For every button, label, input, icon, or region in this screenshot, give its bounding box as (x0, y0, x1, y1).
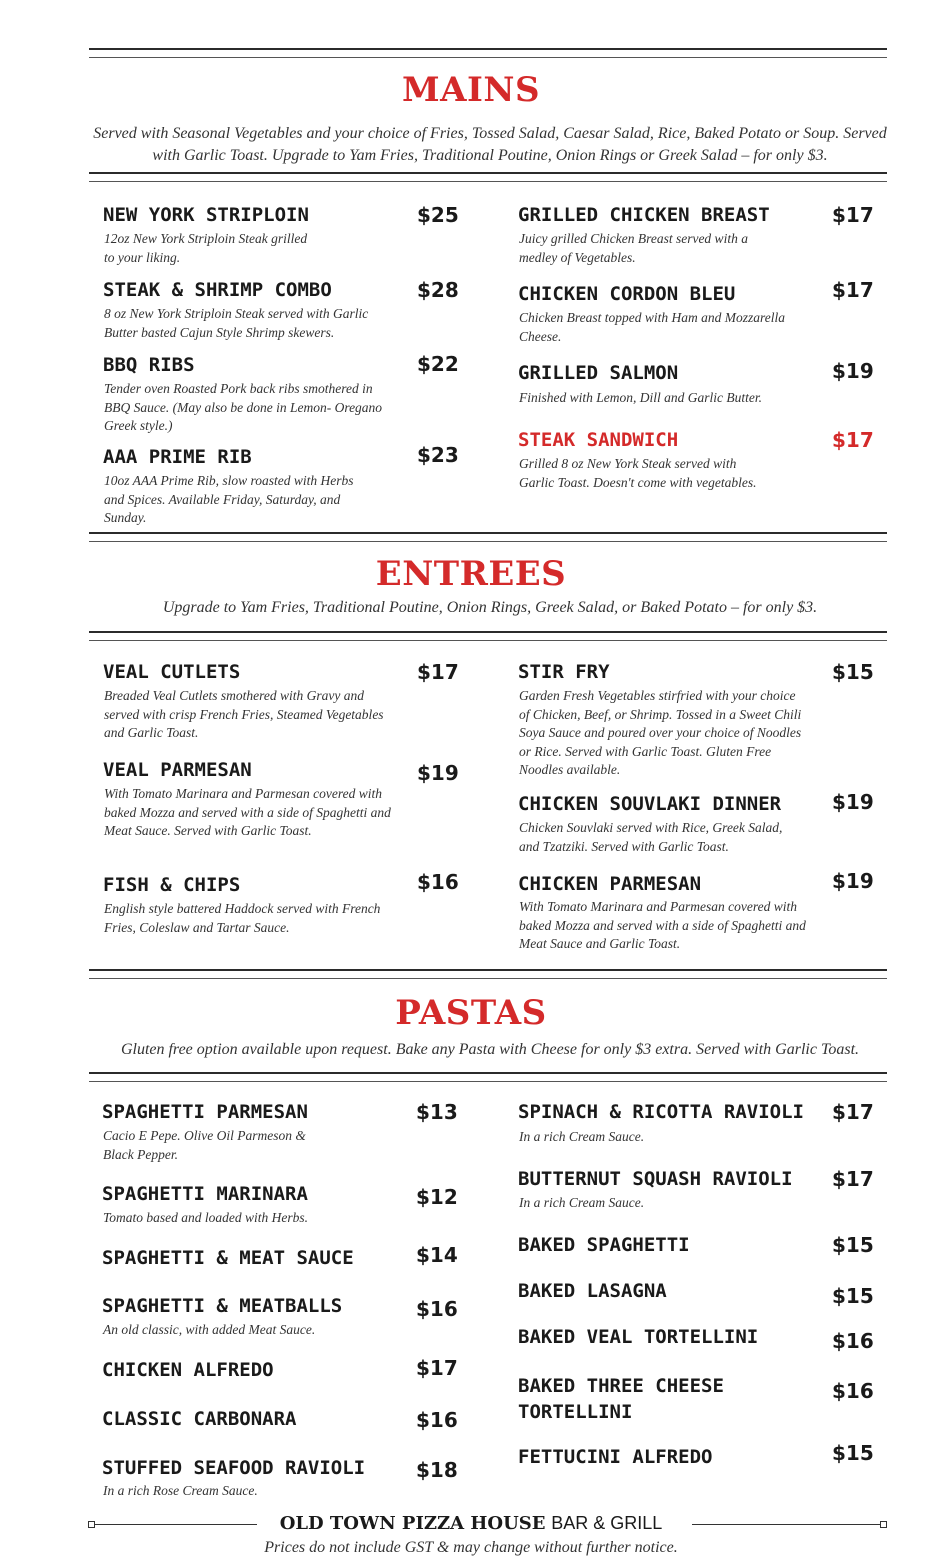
menu-item-name-featured: STEAK SANDWICH (518, 429, 679, 451)
brand-name: OLD TOWN PIZZA HOUSE (279, 1513, 546, 1534)
menu-item-price-featured: $17 (832, 428, 874, 452)
pastas-rule (89, 1072, 887, 1074)
mains-rule (89, 172, 887, 174)
menu-item-price: $17 (417, 660, 459, 684)
menu-item-desc: Garden Fresh Vegetables stirfried with your choice of Chicken, Beef, or Shrimp. Tossed in a Sweet Chili Soya Sauce and poured over your choice of Noodles or Rice. Served with Garlic Toast. Gluten Free Noodles available. (519, 688, 802, 777)
menu-item-price: $14 (416, 1243, 458, 1267)
menu-item-price: $23 (417, 443, 459, 467)
menu-item-price: $16 (832, 1379, 874, 1403)
menu-item-name: SPAGHETTI & MEATBALLS (102, 1295, 343, 1317)
menu-item-price: $17 (832, 1167, 874, 1191)
menu-item-name: BAKED VEAL TORTELLINI (518, 1326, 759, 1348)
entrees-top-rule-thin (89, 541, 887, 542)
menu-item-price: $22 (417, 352, 459, 376)
entrees-rule-thin (89, 640, 887, 641)
menu-item-desc: 8 oz New York Striploin Steak served with Garlic Butter basted Cajun Style Shrimp skewers. (104, 306, 369, 340)
menu-item-price: $15 (832, 660, 874, 684)
menu-item-name: STIR FRY (518, 661, 610, 683)
menu-item-price: $15 (832, 1233, 874, 1257)
menu-item-price: $19 (832, 869, 874, 893)
menu-item-name: AAA PRIME RIB (103, 446, 252, 468)
pastas-intro: Gluten free option available upon request. Bake any Pasta with Cheese for only $3 extra. Served with Garlic Toast. (120, 1041, 860, 1058)
top-rule (89, 48, 887, 50)
mains-intro: Served with Seasonal Vegetables and your choice of Fries, Tossed Salad, Caesar Salad, Rice, Baked Potato or Soup. Served with Garlic Toast. Upgrade to Yam Fries, Traditional Poutine, Onion Rings or Greek Salad – for only $3. (93, 125, 887, 164)
menu-item-name: VEAL CUTLETS (103, 661, 241, 683)
menu-item-desc: Grilled 8 oz New York Steak served with Garlic Toast. Doesn't come with vegetables. (519, 456, 757, 490)
menu-item-price: $18 (416, 1458, 458, 1482)
menu-item-name: BAKED THREE CHEESE TORTELLINI (518, 1375, 724, 1423)
entrees-top-rule (89, 532, 887, 534)
menu-item-name: BBQ RIBS (103, 354, 195, 376)
section-title-mains: MAINS (401, 70, 541, 110)
menu-item-price: $17 (832, 1100, 874, 1124)
menu-item-desc: In a rich Rose Cream Sauce. (103, 1483, 258, 1498)
section-title-pastas: PASTAS (395, 993, 547, 1033)
menu-item-name: CHICKEN ALFREDO (102, 1359, 274, 1381)
menu-item-name: CHICKEN PARMESAN (518, 873, 702, 895)
menu-item-name: CHICKEN SOUVLAKI DINNER (518, 793, 782, 815)
menu-item-name: SPAGHETTI & MEAT SAUCE (102, 1247, 354, 1269)
menu-item-desc: An old classic, with added Meat Sauce. (103, 1322, 316, 1337)
menu-item-name: SPINACH & RICOTTA RAVIOLI (518, 1101, 804, 1123)
menu-item-name: STUFFED SEAFOOD RAVIOLI (102, 1457, 366, 1479)
menu-item-price: $17 (416, 1356, 458, 1380)
menu-item-desc: Finished with Lemon, Dill and Garlic Butter. (519, 390, 762, 405)
pastas-top-rule-thin (89, 978, 887, 979)
menu-item-desc: 10oz AAA Prime Rib, slow roasted with Herbs and Spices. Available Friday, Saturday, and Sunday. (104, 473, 354, 525)
menu-item-name: STEAK & SHRIMP COMBO (103, 279, 332, 301)
menu-item-desc: Chicken Breast topped with Ham and Mozzarella Cheese. (519, 310, 785, 344)
menu-item-price: $13 (416, 1100, 458, 1124)
top-rule-thin (89, 57, 887, 58)
menu-item-name: NEW YORK STRIPLOIN (103, 204, 309, 226)
menu-item-name: BUTTERNUT SQUASH RAVIOLI (518, 1168, 793, 1190)
menu-item-desc: With Tomato Marinara and Parmesan covered with baked Mozza and served with a side of Spaghetti and Meat Sauce. Served with Garlic Toast. (104, 786, 391, 838)
menu-item-desc: Breaded Veal Cutlets smothered with Gravy and served with crisp French Fries, Steamed Vegetables and Garlic Toast. (104, 688, 384, 740)
footer-brand (0, 1513, 942, 1534)
mains-rule-thin (89, 181, 887, 182)
menu-item-name: BAKED SPAGHETTI (518, 1234, 690, 1256)
footer-note: Prices do not include GST & may change without further notice. (264, 1539, 678, 1556)
entrees-rule (89, 631, 887, 633)
menu-item-name: GRILLED SALMON (518, 362, 679, 384)
menu-item-name: SPAGHETTI PARMESAN (102, 1101, 308, 1123)
menu-item-name: FISH & CHIPS (103, 874, 241, 896)
menu-item-price: $28 (417, 278, 459, 302)
menu-item-name: CHICKEN CORDON BLEU (518, 283, 736, 305)
menu-item-price: $16 (416, 1408, 458, 1432)
menu-item-price: $25 (417, 203, 459, 227)
menu-item-price: $16 (416, 1297, 458, 1321)
menu-item-price: $17 (832, 278, 874, 302)
menu-item-price: $16 (417, 870, 459, 894)
menu-item-name: VEAL PARMESAN (103, 759, 252, 781)
section-title-entrees: ENTREES (375, 554, 567, 594)
entrees-intro: Upgrade to Yam Fries, Traditional Poutine, Onion Rings, Greek Salad, or Baked Potato – for only $3. (162, 599, 818, 616)
menu-item-desc: 12oz New York Striploin Steak grilled to your liking. (104, 231, 308, 265)
menu-item-desc: Chicken Souvlaki served with Rice, Greek Salad, and Tzatziki. Served with Garlic Toast. (519, 820, 783, 854)
menu-item-price: $16 (832, 1329, 874, 1353)
pastas-top-rule (89, 969, 887, 971)
menu-item-price: $17 (832, 203, 874, 227)
menu-item-desc: In a rich Cream Sauce. (519, 1129, 645, 1144)
pastas-rule-thin (89, 1081, 887, 1082)
menu-item-desc: Tomato based and loaded with Herbs. (103, 1210, 309, 1225)
menu-item-name: GRILLED CHICKEN BREAST (518, 204, 770, 226)
menu-item-price: $19 (832, 790, 874, 814)
menu-item-desc: Cacio E Pepe. Olive Oil Parmeson & Black Pepper. (103, 1128, 306, 1162)
menu-item-name: FETTUCINI ALFREDO (518, 1446, 713, 1468)
menu-item-price: $15 (832, 1284, 874, 1308)
menu-item-desc: With Tomato Marinara and Parmesan covered with baked Mozza and served with a side of Spaghetti and Meat Sauce and Garlic Toast. (519, 899, 806, 951)
menu-item-name: SPAGHETTI MARINARA (102, 1183, 308, 1205)
menu-item-name: CLASSIC CARBONARA (102, 1408, 297, 1430)
menu-item-price: $19 (832, 359, 874, 383)
menu-item-price: $19 (417, 761, 459, 785)
menu-item-price: $12 (416, 1185, 458, 1209)
brand-suffix: BAR & GRILL (551, 1513, 663, 1533)
menu-item-desc: English style battered Haddock served with French Fries, Coleslaw and Tartar Sauce. (104, 901, 381, 935)
menu-item-price: $15 (832, 1441, 874, 1465)
menu-item-desc: In a rich Cream Sauce. (519, 1195, 645, 1210)
menu-item-name: BAKED LASAGNA (518, 1280, 667, 1302)
menu-item-desc: Juicy grilled Chicken Breast served with a medley of Vegetables. (519, 231, 748, 265)
menu-item-desc: Tender oven Roasted Pork back ribs smothered in BBQ Sauce. (May also be done in Lemon- Oregano Greek style.) (104, 381, 383, 433)
